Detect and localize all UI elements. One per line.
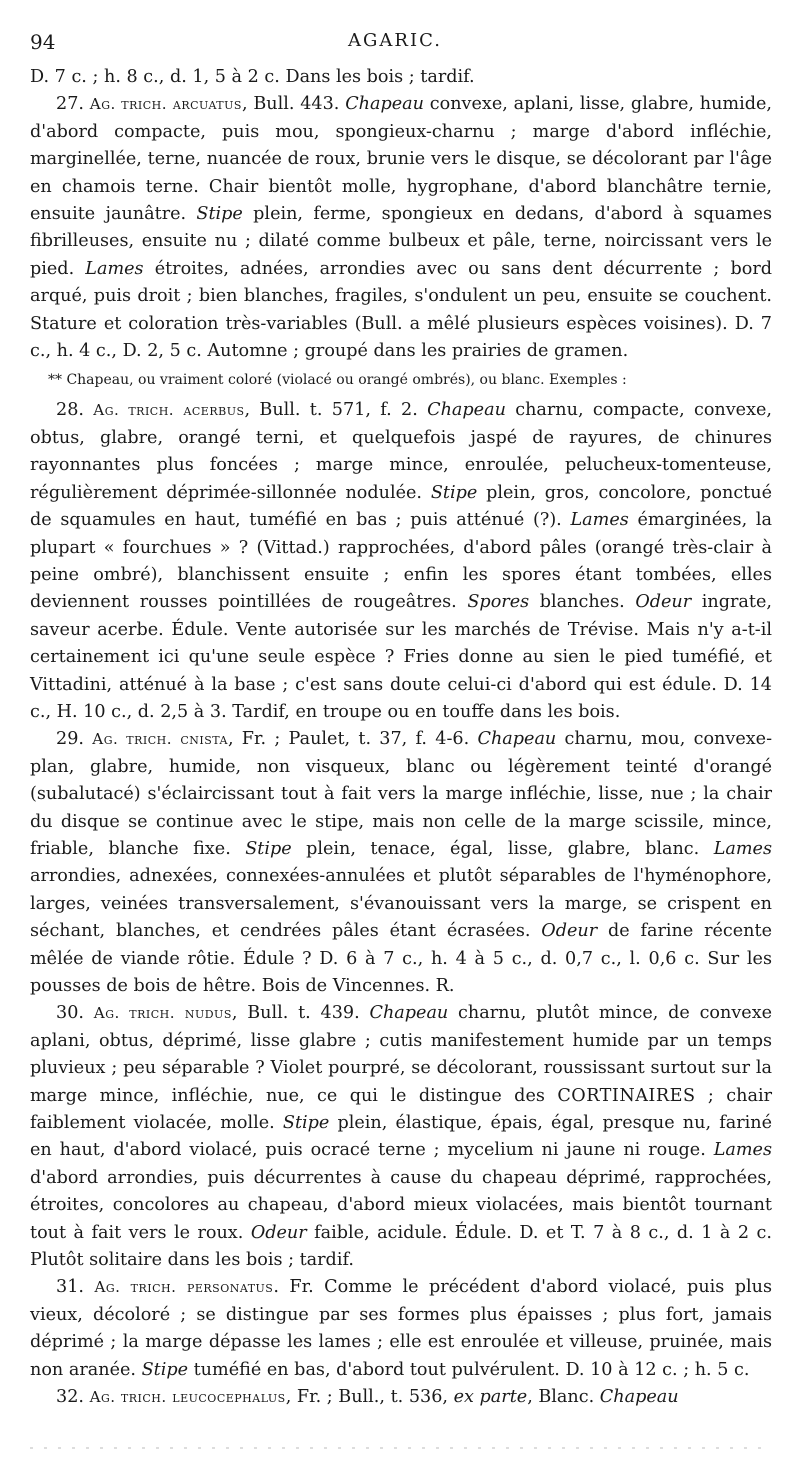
page-number: 94 — [30, 30, 56, 54]
entry-29: 29. Ag. trich. cnista, Fr. ; Paulet, t. 37, f. 4-6. Chapeau charnu, mou, convexe-plan, glabre, humide, non visqueux, blanc ou légèrement teinté d'orangé (subalutacé) s'éclaircissant tout à fait vers la marge infléchie, lisse, nue ; la chair du disque se continue avec le stipe, mais non celle de la marge scissile, mince, friable, blanche fixe. Stipe plein, tenace, égal, lisse, glabre, blanc. Lames arrondies, adnexées, connexées-annulées et plutôt séparables de l'hyménophore, larges, veinées transversalement, s'évanouissant vers la marge, se crispent en séchant, blanches, et cendrées pâles étant écrasées. Odeur de farine récente mêlée de viande rôtie. Édule ? D. 6 à 7 c., h. 4 à 5 c., d. 0,7 c., l. 0,6 c. Sur les pousses de bois de hêtre. Bois de Vincennes. R. — [30, 729, 773, 996]
section-note: ** Chapeau, ou vraiment coloré (violacé ou orangé ombrés), ou blanc. Exemples : — [48, 372, 627, 389]
page-body — [30, 64, 772, 1412]
entry-31: 31. Ag. trich. personatus. Fr. Comme le précédent d'abord violacé, puis plus vieux, décoloré ; se distingue par ses formes plus épaisses ; plus fort, jamais déprimé ; la marge dépasse les lames ; elle est enroulée et villeuse, pruinée, mais non aranée. Stipe tuméfié en bas, d'abord tout pulvérulent. D. 10 à 12 c. ; h. 5 c. — [30, 1277, 773, 1380]
scan-artifact — [30, 1447, 770, 1449]
entry-28: 28. Ag. trich. acerbus, Bull. t. 571, f. 2. Chapeau charnu, compacte, convexe, obtus, glabre, orangé terni, et quelquefois jaspé de rayures, de chinures rayonnantes plus foncées ; marge mince, enroulée, pelucheux-tomenteuse, régulièrement déprimée-sillonnée nodulée. Stipe plein, gros, concolore, ponctué de squamules en haut, tuméfié en bas ; puis atténué (?). Lames émarginées, la plupart « fourchues » ? (Vittad.) rapprochées, d'abord pâles (orangé très-clair à peine ombré), blanchissent ensuite ; enfin les spores étant tombées, elles deviennent rousses pointillées de rougeâtres. Spores blanches. Odeur ingrate, saveur acerbe. Édule. Vente autorisée sur les marchés de Trévise. Mais n'y a-t-il certainement ici qu'une seule espèce ? Fries donne au sien le pied tuméfié, et Vittadini, atténué à la base ; c'est sans doute celui-ci d'abord qui est édule. D. 14 c., H. 10 c., d. 2,5 à 3. Tardif, en troupe ou en touffe dans les bois. — [30, 400, 773, 722]
entry-32: 32. Ag. trich. leucocephalus, Fr. ; Bull., t. 536, ex parte, Blanc. Chapeau — [56, 1387, 679, 1408]
entry-30: 30. Ag. trich. nudus, Bull. t. 439. Chapeau charnu, plutôt mince, de convexe aplani, obtus, déprimé, lisse glabre ; cutis manifestement humide par un temps pluvieux ; peu séparable ? Violet pourpré, se décolorant, roussissant surtout sur la marge mince, infléchie, nue, ce qui le distingue des CORTINAIRES ; chair faiblement violacée, molle. Stipe plein, élastique, épais, égal, presque nu, fariné en haut, d'abord violacé, puis ocracé terne ; mycelium ni jaune ni rouge. Lames d'abord arrondies, puis décurrentes à cause du chapeau déprimé, rapprochées, étroites, concolores au chapeau, d'abord mieux violacées, mais bientôt tournant tout à fait vers le roux. Odeur faible, acidule. Édule. D. et T. 7 à 8 c., d. 1 à 2 c. Plutôt solitaire dans les bois ; tardif. — [30, 1003, 773, 1271]
running-title: AGARIC. — [348, 30, 442, 51]
entry-27: 27. Ag. trich. arcuatus, Bull. 443. Chapeau convexe, aplani, lisse, glabre, humide, d'abord compacte, puis mou, spongieux-charnu ; marge d'abord infléchie, marginellée, terne, nuancée de roux, brunie vers le disque, se décolorant par l'âge en chamois terne. Chair bientôt molle, hygrophane, d'abord blanchâtre ternie, ensuite jaunâtre. Stipe plein, ferme, spongieux en dedans, d'abord à squames fibrilleuses, ensuite nu ; dilaté comme bulbeux et pâle, terne, noircissant vers le pied. Lames étroites, adnées, arrondies avec ou sans dent décurrente ; bord arqué, puis droit ; bien blanches, fragiles, s'ondulent un peu, ensuite se couchent. Stature et coloration très-variables (Bull. a mêlé plusieurs espèces voisines). D. 7 c., h. 4 c., D. 2, 5 c. Automne ; groupé dans les prairies de gramen. — [30, 94, 773, 362]
continuation-line: D. 7 c. ; h. 8 c., d. 1, 5 à 2 c. Dans les bois ; tardif. — [30, 67, 475, 87]
page-header — [30, 30, 760, 58]
